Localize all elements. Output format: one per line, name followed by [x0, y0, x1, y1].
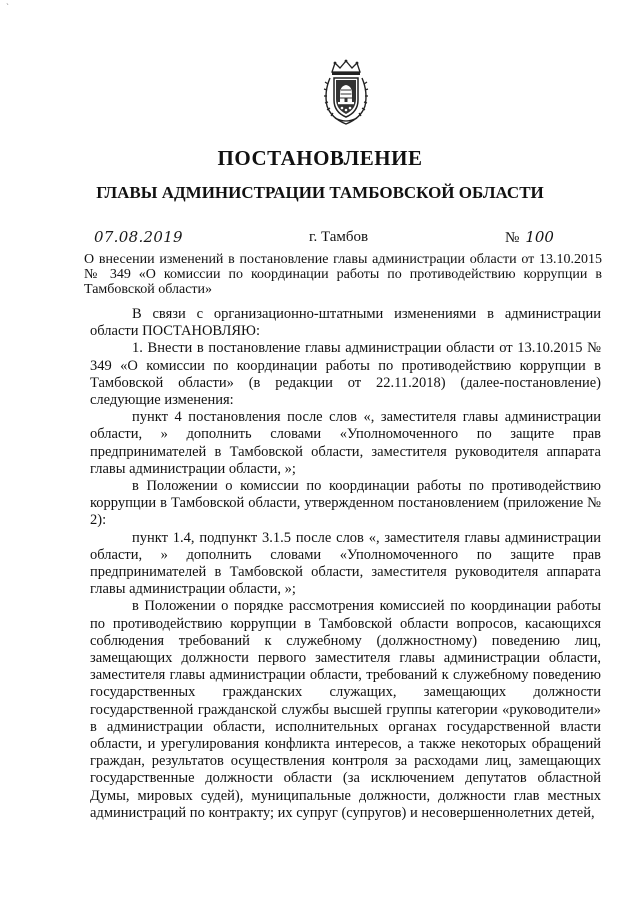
document-title: ПОСТАНОВЛЕНИЕ: [217, 146, 423, 170]
body-paragraph: в Положении о комиссии по координации работы по противодействию коррупции в Тамбовской области, утвержденном постановлением (приложение № 2):: [90, 478, 601, 529]
document-number: [505, 228, 554, 247]
tambov-coat-of-arms-icon: [321, 58, 371, 126]
corner-mark: `: [6, 2, 9, 12]
document-body: [90, 306, 601, 822]
body-paragraph: пункт 4 постановления после слов «, заместителя главы администрации области, » дополнить словами «Уполномоченного по защите прав предпринимателей в Тамбовской области, заместителя руководителя аппарата главы администрации области, »;: [90, 409, 601, 477]
document-subject: О внесении изменений в постановление главы администрации области от 13.10.2015 № 349 «О комиссии по координации работы по противодействию коррупции в Тамбовской области»: [84, 252, 602, 297]
document-city: г. Тамбов: [309, 229, 369, 245]
body-paragraph: пункт 1.4, подпункт 3.1.5 после слов «, заместителя главы администрации области, » дополнить словами «Уполномоченного по защите прав предпринимателей в Тамбовской области, заместителя руководителя аппарата главы администрации области, »;: [90, 529, 601, 598]
document-date: 07.08.2019: [94, 228, 183, 246]
body-paragraph: 1. Внести в постановление главы администрации области от 13.10.2015 № 349 «О комиссии по координации работы по противодействию коррупции в Тамбовской области» (в редакции от 22.11.2018) (далее-постановление) следующие изменения:: [90, 340, 601, 409]
number-label: №: [505, 230, 520, 246]
document-subtitle: ГЛАВЫ АДМИНИСТРАЦИИ ТАМБОВСКОЙ ОБЛАСТИ: [96, 183, 544, 202]
number-value: 100: [525, 228, 554, 246]
body-paragraph: в Положении о порядке рассмотрения комиссией по координации работы по противодействию коррупции в Тамбовской области вопросов, касающихся соблюдения требований к служебному (должностному) поведению лиц, замещающих должности первого заместителя главы администрации области, заместителя главы администрации области, требований к служебному поведению государственных гражданских служащих, замещающих должности государственной гражданской службы высшей группы категории «руководители» в администрации области, исполнительных органах государственной власти области, и урегулирования конфликта интересов, а также некоторых обращений граждан, результатов осуществления контроля за расходами лиц, замещающих государственные должности области (за исключением депутатов областной Думы, мировых судей), муниципальные должности, должности глав местных администраций по контракту; их супруг (супругов) и несовершеннолетних детей,: [90, 598, 601, 821]
body-paragraph: В связи с организационно-штатными изменениями в администрации области ПОСТАНОВЛЯЮ:: [90, 306, 601, 340]
